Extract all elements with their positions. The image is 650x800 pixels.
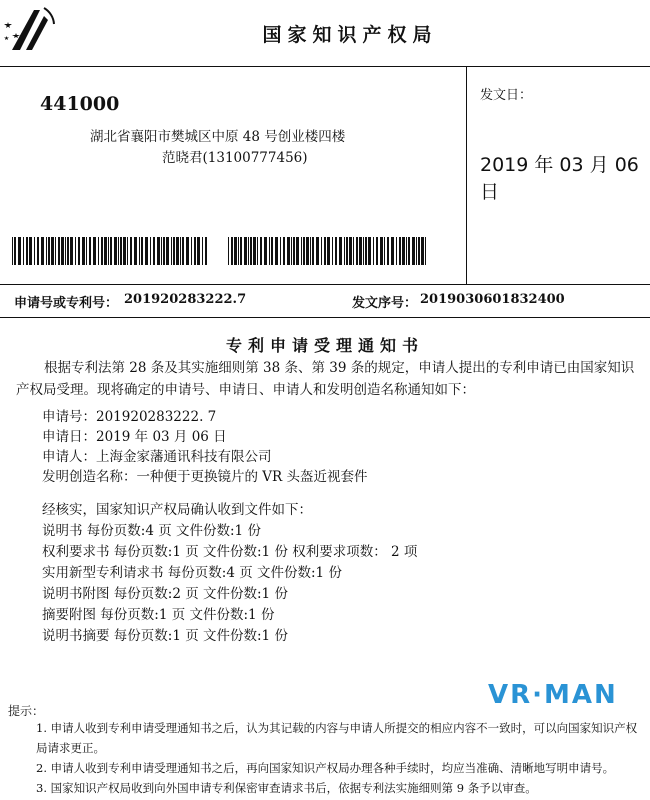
send-date-label: 发文日： — [480, 88, 533, 103]
vrman-watermark: VR·MAN — [488, 680, 618, 710]
application-number: 201920283222.7 — [124, 292, 247, 307]
postal-code: 441000 — [40, 93, 120, 115]
serial-number: 2019030601832400 — [420, 292, 565, 307]
recipient-address: 湖北省襄阳市樊城区中原 48 号创业楼四楼 — [90, 129, 346, 145]
ids-bottom-divider — [0, 317, 650, 318]
field-application-date: 申请日：2019 年 03 月 06 日 — [42, 429, 227, 445]
header-vertical-divider — [466, 66, 467, 284]
field-invention-name: 发明创造名称：一种便于更换镜片的 VR 头盔近视套件 — [42, 469, 368, 485]
intro-paragraph: 根据专利法第 28 条及其实施细则第 38 条、第 39 条的规定，申请人提出的专利申请已由国家知识产权局受理。现将确定的申请号、申请日、申请人和发明创造名称通知如下： — [16, 360, 635, 398]
field-applicant: 申请人：上海金家藩通讯科技有限公司 — [42, 449, 272, 465]
serial-number-label: 发文序号： — [352, 296, 418, 311]
top-divider — [0, 66, 650, 67]
file-list-item: 说明书摘要 每份页数:1 页 文件份数:1 份 — [42, 628, 288, 644]
field-application-number: 申请号：201920283222. 7 — [42, 409, 217, 425]
verify-intro: 经核实，国家知识产权局确认收到文件如下： — [42, 502, 312, 518]
document-title: 专利申请受理通知书 — [225, 336, 424, 355]
application-number-label: 申请号或专利号： — [14, 296, 119, 311]
note-item: 3. 国家知识产权局收到向外国申请专利保密审查请求书后，依据专利法实施细则第 9 条予以审查。 — [36, 781, 537, 795]
file-list-item: 说明书附图 每份页数:2 页 文件份数:1 份 — [42, 586, 288, 602]
note-item: 1. 申请人收到专利申请受理通知书之后，认为其记载的内容与申请人所提交的相应内容不一致时，可以向国家知识产权局请求更正。 — [36, 721, 638, 755]
ids-top-divider — [0, 284, 650, 285]
cnipa-emblem — [4, 6, 56, 52]
barcode-left — [12, 237, 208, 265]
notes-label: 提示： — [8, 704, 45, 718]
note-item: 2. 申请人收到专利申请受理通知书之后，再向国家知识产权局办理各种手续时，均应当准确、清晰地写明申请号。 — [36, 761, 615, 775]
file-list-item: 说明书 每份页数:4 页 文件份数:1 份 — [42, 523, 261, 539]
file-list-item: 摘要附图 每份页数:1 页 文件份数:1 份 — [42, 607, 275, 623]
barcode-right — [228, 237, 428, 265]
send-date: 2019 年 03 月 06 日 — [480, 154, 639, 203]
office-name: 国家知识产权局 — [262, 24, 438, 46]
recipient-contact: 范晓君(13100777456) — [162, 150, 308, 166]
file-list-item: 实用新型专利请求书 每份页数:4 页 文件份数:1 份 — [42, 565, 342, 581]
file-list-item: 权利要求书 每份页数:1 页 文件份数:1 份 权利要求项数： 2 项 — [42, 544, 418, 560]
